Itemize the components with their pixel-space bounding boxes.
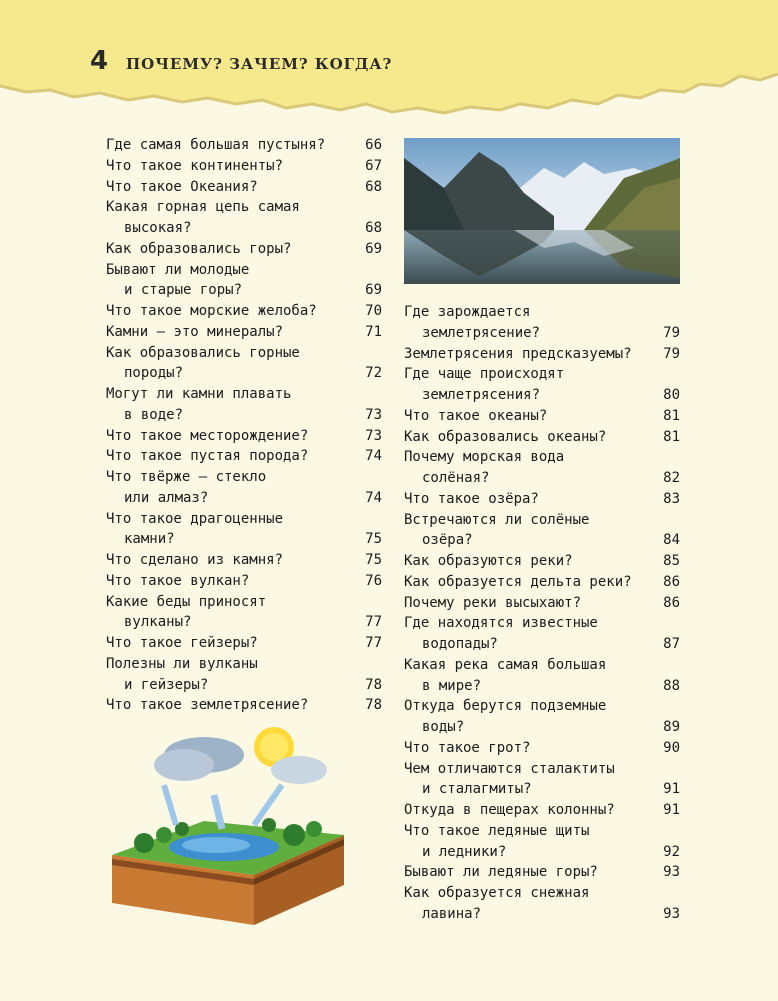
toc-entry-title-continued: воды? bbox=[422, 719, 465, 735]
toc-entry-title: Что сделано из камня? bbox=[106, 552, 284, 568]
toc-entry-page: 73 bbox=[365, 406, 382, 423]
toc-entry bbox=[106, 260, 382, 302]
toc-entry-title: Что такое морские желоба? bbox=[106, 303, 317, 319]
toc-entry bbox=[106, 156, 382, 177]
toc-entry bbox=[404, 800, 680, 821]
toc-entry-title: Полезны ли вулканы bbox=[106, 655, 258, 672]
toc-entry-title: Что такое океаны? bbox=[404, 407, 548, 424]
toc-entry bbox=[404, 447, 680, 489]
toc-entry-page: 80 bbox=[663, 387, 680, 403]
toc-entry-title-continued: вулканы? bbox=[124, 614, 192, 631]
toc-entry bbox=[404, 593, 680, 614]
page-header bbox=[0, 0, 778, 130]
toc-entry-page: 83 bbox=[663, 490, 680, 507]
toc-entry-page: 68 bbox=[365, 178, 382, 195]
toc-entry bbox=[106, 384, 382, 426]
toc-entry bbox=[106, 197, 382, 239]
toc-entry-title: Что такое грот? bbox=[404, 739, 531, 756]
toc-entry bbox=[106, 135, 382, 156]
toc-entry-page: 69 bbox=[365, 282, 382, 299]
toc-right-column bbox=[404, 302, 680, 925]
toc-entry-title: Могут ли камни плавать bbox=[106, 386, 292, 402]
toc-entry-page: 91 bbox=[663, 802, 680, 818]
toc-entry bbox=[404, 862, 680, 883]
toc-entry-title-continued: землетрясение? bbox=[422, 324, 541, 341]
toc-entry-title: Что такое ледяные щиты bbox=[404, 822, 590, 839]
toc-entry-page: 93 bbox=[663, 864, 680, 881]
toc-entry-page: 87 bbox=[663, 636, 680, 652]
toc-left-column bbox=[106, 135, 382, 716]
toc-entry-title-continued: породы? bbox=[124, 365, 184, 382]
toc-entry-title: Как образовались горные bbox=[106, 344, 300, 361]
toc-entry-title: Что такое землетрясение? bbox=[106, 697, 309, 714]
toc-entry bbox=[404, 572, 680, 593]
toc-entry bbox=[404, 510, 680, 552]
toc-entry-title-continued: солёная? bbox=[422, 470, 490, 486]
toc-entry-title: Как образуются реки? bbox=[404, 553, 573, 569]
toc-entry-page: 85 bbox=[663, 553, 680, 569]
toc-entry bbox=[404, 759, 680, 801]
toc-entry bbox=[106, 239, 382, 260]
toc-entry-title-continued: и сталагмиты? bbox=[422, 781, 532, 798]
page-number: 4 bbox=[90, 46, 109, 76]
toc-entry-title-continued: камни? bbox=[124, 531, 175, 548]
toc-entry bbox=[106, 343, 382, 385]
toc-entry-title: Встречаются ли солёные bbox=[404, 511, 590, 528]
toc-entry-title-continued: озёра? bbox=[422, 532, 473, 549]
toc-entry-title: Что такое месторождение? bbox=[106, 427, 309, 444]
toc-entry-title-continued: и старые горы? bbox=[124, 282, 243, 299]
toc-entry-title: Что такое драгоценные bbox=[106, 510, 284, 527]
toc-entry-title: Как образовались океаны? bbox=[404, 428, 607, 445]
toc-entry-page: 81 bbox=[663, 407, 680, 424]
toc-entry-title: Чем отличаются сталактиты bbox=[404, 760, 615, 777]
toc-entry-title-continued: высокая? bbox=[124, 220, 192, 236]
toc-entry bbox=[106, 301, 382, 322]
toc-entry-page: 82 bbox=[663, 470, 680, 486]
toc-entry-page: 92 bbox=[663, 843, 680, 860]
toc-entry-page: 89 bbox=[663, 719, 680, 735]
toc-entry-page: 77 bbox=[365, 614, 382, 631]
toc-entry-title: Камни — это минералы? bbox=[106, 323, 284, 340]
toc-entry bbox=[404, 613, 680, 655]
toc-entry bbox=[404, 821, 680, 863]
toc-entry-page: 74 bbox=[365, 489, 382, 506]
toc-entry bbox=[106, 177, 382, 198]
toc-entry-page: 93 bbox=[663, 905, 680, 922]
mountain-lake-photo bbox=[404, 138, 680, 284]
toc-entry bbox=[404, 551, 680, 572]
toc-entry-title: Где зарождается bbox=[404, 304, 531, 320]
toc-entry bbox=[106, 654, 382, 696]
toc-entry-title: Что такое вулкан? bbox=[106, 572, 250, 589]
toc-entry-title: Бывают ли ледяные горы? bbox=[404, 864, 598, 881]
toc-entry-page: 76 bbox=[365, 572, 382, 589]
toc-entry-page: 69 bbox=[365, 240, 382, 257]
toc-entry-page: 78 bbox=[365, 697, 382, 714]
toc-entry-page: 66 bbox=[365, 137, 382, 153]
toc-entry-title: Где самая большая пустыня? bbox=[106, 137, 326, 153]
toc-entry-page: 68 bbox=[365, 220, 382, 236]
toc-entry-title: Какая горная цепь самая bbox=[106, 199, 300, 216]
toc-entry-page: 75 bbox=[365, 552, 382, 568]
toc-entry-page: 67 bbox=[365, 157, 382, 174]
toc-entry bbox=[404, 489, 680, 510]
toc-entry-title: Бывают ли молодые bbox=[106, 261, 250, 278]
toc-entry-title: Землетрясения предсказуемы? bbox=[404, 345, 632, 362]
section-title: ПОЧЕМУ? ЗАЧЕМ? КОГДА? bbox=[126, 55, 393, 73]
toc-entry-title: Откуда в пещерах колонны? bbox=[404, 802, 615, 818]
water-cycle-illustration bbox=[104, 725, 354, 930]
toc-entry-page: 86 bbox=[663, 573, 680, 590]
toc-entry-page: 70 bbox=[365, 303, 382, 319]
toc-entry-page: 78 bbox=[365, 676, 382, 693]
toc-entry-page: 75 bbox=[365, 531, 382, 548]
toc-entry-title: Что такое Океания? bbox=[106, 178, 258, 195]
toc-entry bbox=[404, 655, 680, 697]
toc-entry-title: Что такое гейзеры? bbox=[106, 635, 258, 651]
toc-entry-page: 71 bbox=[365, 323, 382, 340]
toc-entry bbox=[404, 883, 680, 925]
toc-entry bbox=[106, 467, 382, 509]
toc-entry bbox=[106, 695, 382, 716]
toc-entry-page: 81 bbox=[663, 428, 680, 445]
toc-entry-title: Почему реки высыхают? bbox=[404, 594, 582, 611]
toc-entry-title: Как образуется дельта реки? bbox=[404, 573, 632, 590]
toc-entry-title-continued: лавина? bbox=[422, 905, 482, 922]
toc-entry bbox=[404, 364, 680, 406]
toc-entry-title-continued: водопады? bbox=[422, 636, 498, 652]
toc-entry-page: 74 bbox=[365, 448, 382, 465]
toc-entry-page: 72 bbox=[365, 365, 382, 382]
toc-entry bbox=[106, 426, 382, 447]
toc-entry-page: 86 bbox=[663, 594, 680, 611]
toc-entry-title-continued: и гейзеры? bbox=[124, 676, 209, 693]
toc-entry-title-continued: и ледники? bbox=[422, 843, 507, 860]
toc-entry bbox=[404, 302, 680, 344]
toc-entry-page: 79 bbox=[663, 324, 680, 341]
toc-entry bbox=[106, 446, 382, 467]
toc-entry bbox=[404, 696, 680, 738]
toc-entry-title: Почему морская вода bbox=[404, 449, 565, 466]
toc-entry-title: Где находятся известные bbox=[404, 615, 598, 632]
toc-entry-page: 84 bbox=[663, 532, 680, 549]
toc-entry-title: Что такое пустая порода? bbox=[106, 448, 309, 465]
toc-entry bbox=[106, 633, 382, 654]
toc-entry bbox=[404, 406, 680, 427]
toc-entry-title: Какие беды приносят bbox=[106, 593, 267, 610]
toc-entry bbox=[106, 509, 382, 551]
toc-entry-page: 88 bbox=[663, 677, 680, 694]
toc-entry-title: Какая река самая большая bbox=[404, 656, 607, 673]
toc-entry bbox=[404, 344, 680, 365]
toc-entry bbox=[106, 592, 382, 634]
toc-entry-title-continued: землетрясения? bbox=[422, 387, 541, 403]
toc-entry-page: 77 bbox=[365, 635, 382, 651]
toc-entry bbox=[106, 571, 382, 592]
toc-entry-title-continued: в мире? bbox=[422, 677, 482, 694]
toc-entry-page: 73 bbox=[365, 427, 382, 444]
toc-entry-title: Что такое континенты? bbox=[106, 157, 284, 174]
toc-entry-page: 90 bbox=[663, 739, 680, 756]
toc-entry bbox=[106, 550, 382, 571]
toc-entry-page: 91 bbox=[663, 781, 680, 798]
toc-entry-title: Как образовались горы? bbox=[106, 240, 292, 257]
toc-entry-page: 79 bbox=[663, 345, 680, 362]
toc-entry-title: Что такое озёра? bbox=[404, 490, 539, 507]
toc-entry bbox=[404, 427, 680, 448]
toc-entry-title: Откуда берутся подземные bbox=[404, 698, 607, 715]
toc-entry bbox=[404, 738, 680, 759]
toc-entry-title: Что твёрже — стекло bbox=[106, 469, 267, 485]
toc-entry-title: Как образуется снежная bbox=[404, 885, 590, 901]
toc-entry-title: Где чаще происходят bbox=[404, 366, 565, 383]
toc-entry bbox=[106, 322, 382, 343]
toc-entry-title-continued: в воде? bbox=[124, 406, 184, 423]
toc-entry-title-continued: или алмаз? bbox=[124, 489, 209, 506]
